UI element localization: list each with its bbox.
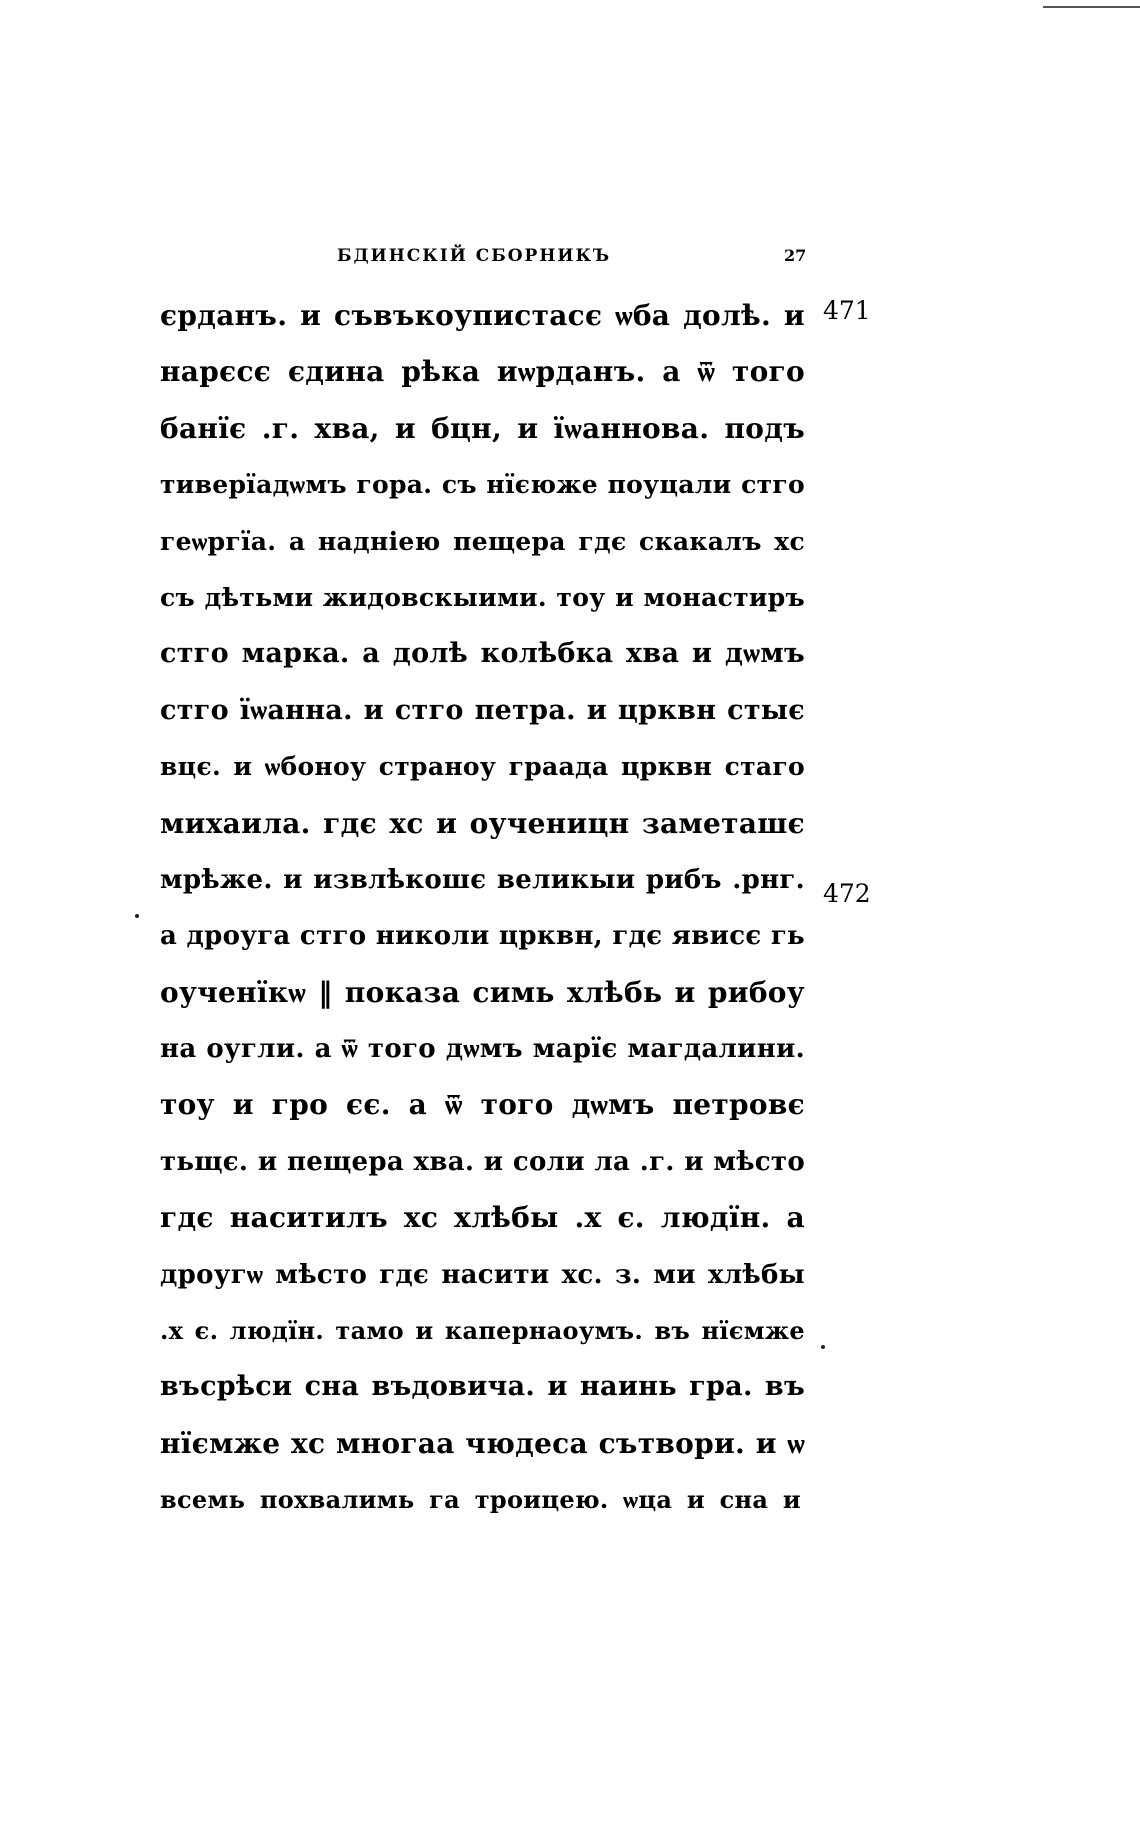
text-line-13: оученїкѡ ‖ показа симь хлѣбь и рибоу: [160, 975, 805, 1009]
text-line-8: стго їѡанна. и стго петра. и црквн стыє: [160, 694, 805, 726]
top-rule: [1043, 6, 1140, 8]
text-line-20: въсрѣси сна въдовича. и наинь гра. въ: [160, 1371, 805, 1403]
header-title: БДИНСКІЙ СБОРНИКЪ: [337, 246, 612, 266]
text-line-6: съ дѣтьми жидовскыими. тоу и монастиръ: [160, 582, 805, 612]
text-line-2: нарєсє єдина рѣка иѡрданъ. а ѿ того: [160, 355, 805, 389]
text-line-19: .х є. людїн. тамо и капернаоумъ. въ нїємже: [160, 1316, 805, 1346]
main-text: [160, 288, 805, 1529]
text-line-11: мрѣже. и извлѣкошє великыи рибъ .рнг.: [160, 864, 805, 895]
margin-number-471: 471: [823, 296, 871, 325]
text-line-1: єрданъ. и съвъкоупистасє ѡба долѣ. и: [160, 299, 805, 332]
margin-number-472: 472: [823, 879, 871, 908]
text-line-17: гдє наситилъ хс хлѣбы .х є. людїн. а: [160, 1201, 805, 1235]
text-line-18: дроугѡ мѣсто гдє насити хс. з. ми хлѣбы: [160, 1259, 805, 1290]
text-line-21: нїємже хс многаа чюдеса сътвори. и ѡ: [160, 1426, 805, 1460]
text-line-16: тьщє. и пещера хва. и соли ла .г. и мѣсто: [160, 1146, 805, 1177]
text-line-7: стго марка. а долѣ колѣбка хва и дѡмъ: [160, 638, 805, 670]
text-line-5: геѡргїа. а надніею пещера гдє скакалъ хс: [160, 526, 805, 556]
page-number: 27: [784, 246, 807, 265]
running-header: [337, 246, 807, 272]
text-line-4: тиверїадѡмъ гора. съ нїєюже поуцали стго: [160, 470, 805, 500]
text-line-9: вцє. и ѡбоноу страноу граада црквн стаго: [160, 752, 805, 782]
text-line-14: на оугли. а ѿ того дѡмъ марїє магдалини.: [160, 1034, 805, 1065]
stray-dot-left: [135, 914, 139, 918]
text-line-22: всемь похвалимь га троицею. ѡца и сна и: [160, 1485, 801, 1515]
stray-dot-right: [821, 1345, 825, 1349]
text-line-10: михаила. гдє хс и оученицн заметашє: [160, 806, 805, 840]
text-line-15: тоу и гро єє. а ѿ того дѡмъ петровє: [160, 1088, 805, 1122]
text-line-12: а дроуга стго николи црквн, гдє явисє гь: [160, 921, 805, 952]
text-line-3: банїє .г. хва, и бцн, и їѡанновa. подъ: [160, 411, 805, 445]
